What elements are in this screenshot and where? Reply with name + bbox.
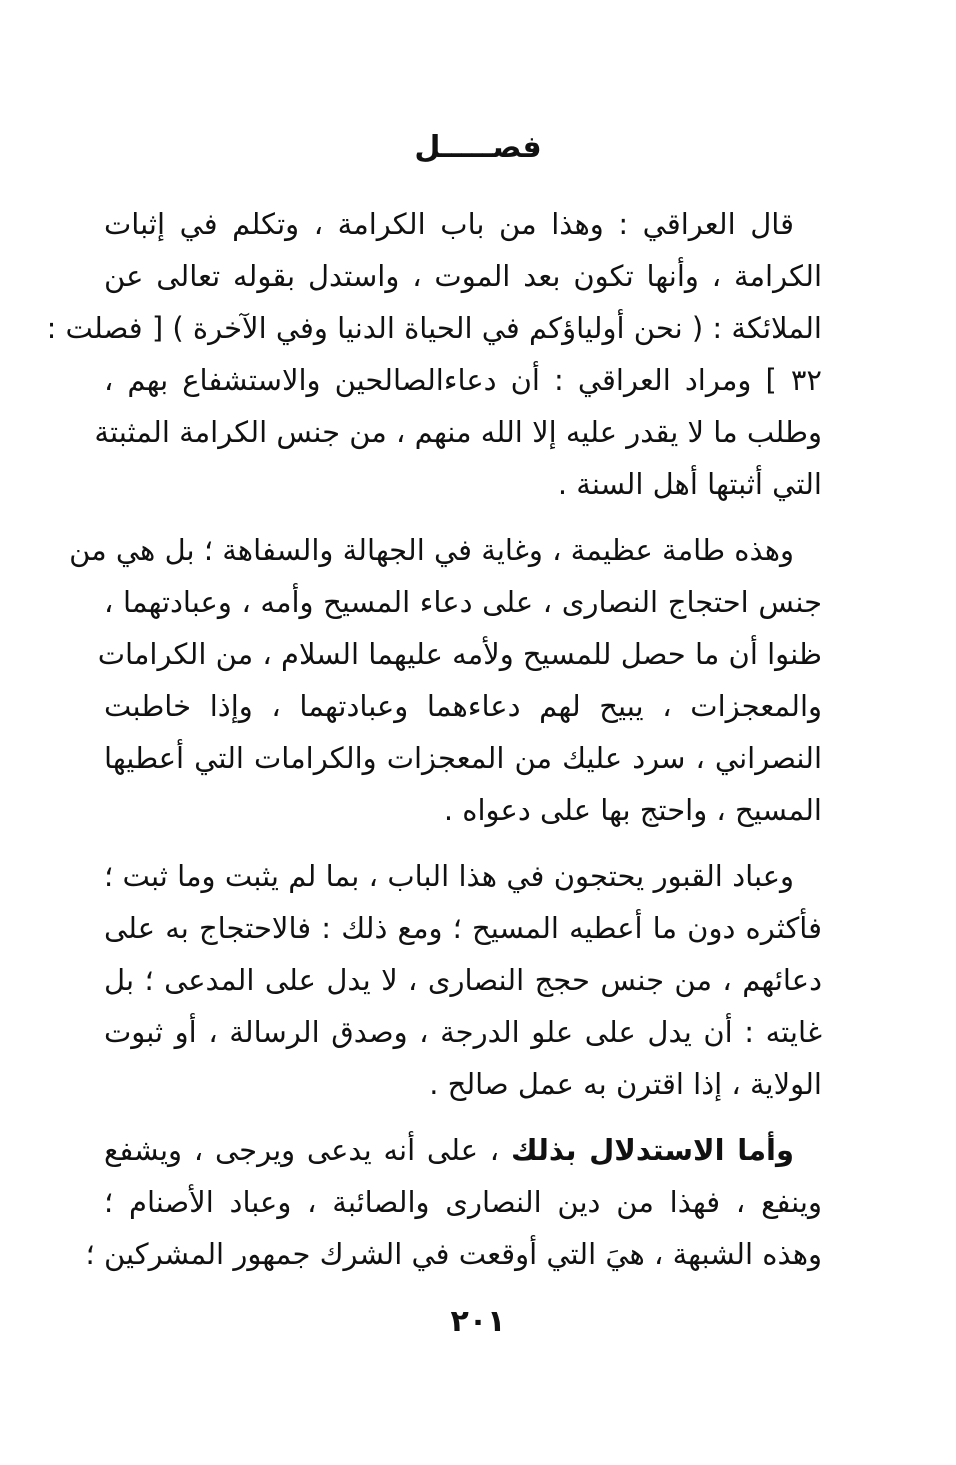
text-line: الولاية ، إذا اقترن به عمل صالح . <box>429 1067 822 1101</box>
paragraph-1 <box>46 198 848 510</box>
text-line: وهذه طامة عظيمة ، وغاية في الجهالة والسفاهة ؛ بل هي من <box>69 533 794 567</box>
text-line: الملائكة : ( نحن أولياؤكم في الحياة الدنيا وفي الآخرة ) [ فصلت : <box>46 311 822 345</box>
text-line: الكرامة ، وأنها تكون بعد الموت ، واستدل بقوله تعالى عن <box>104 259 822 293</box>
paragraph-3 <box>104 850 848 1110</box>
text-line: النصراني ، سرد عليك من المعجزات والكرامات التي أعطيها <box>104 741 822 775</box>
text-line: المسيح ، واحتج بها على دعواه . <box>443 793 822 827</box>
section-heading: فصـــــل <box>414 130 542 165</box>
paragraph-4 <box>85 1124 848 1280</box>
text-line: وعباد القبور يحتجون في هذا الباب ، بما لم يثبت وما ثبت ؛ <box>104 859 794 893</box>
text-line: وهذه الشبهة ، هيَ التي أوقعت في الشرك جمهور المشركين ؛ <box>85 1237 822 1271</box>
text-line: التي أثبتها أهل السنة . <box>557 467 822 501</box>
text-line: غايته : أن يدل على علو الدرجة ، وصدق الرسالة ، أو ثبوت <box>104 1015 822 1049</box>
page-number: ٢٠١ <box>450 1304 506 1339</box>
text-line: ظنوا أن ما حصل للمسيح ولأمه عليهما السلام ، من الكرامات <box>97 637 822 671</box>
bold-lead-phrase: وأما الاستدلال بذلك <box>510 1133 794 1167</box>
text-line <box>104 1124 848 1176</box>
text-line: قال العراقي : وهذا من باب الكرامة ، وتكلم في إثبات <box>104 207 794 241</box>
paragraph-2 <box>69 524 848 836</box>
text-line: دعائهم ، من جنس حجج النصارى ، لا يدل على المدعى ؛ بل <box>104 963 822 997</box>
text-line: ٣٢ ] ومراد العراقي : أن دعاءالصالحين والاستشفاع بهم ، <box>104 363 822 397</box>
text-line: وطلب ما لا يقدر عليه إلا الله منهم ، من جنس الكرامة المثبتة <box>94 415 822 449</box>
text-line: والمعجزات ، يبيح لهم دعاءهما وعبادتهما ، وإذا خاطبت <box>104 689 822 723</box>
text-fragment: ، على أنه يدعى ويرجى ، ويشفع <box>104 1133 500 1167</box>
body-text <box>46 198 848 1294</box>
text-line: وينفع ، فهذا من دين النصارى والصائبة ، وعباد الأصنام ؛ <box>104 1185 822 1219</box>
text-line: جنس احتجاج النصارى ، على دعاء المسيح وأمه ، وعبادتهما ، <box>104 585 822 619</box>
text-line: فأكثره دون ما أعطيه المسيح ؛ ومع ذلك : فالاحتجاج به على <box>104 911 822 945</box>
